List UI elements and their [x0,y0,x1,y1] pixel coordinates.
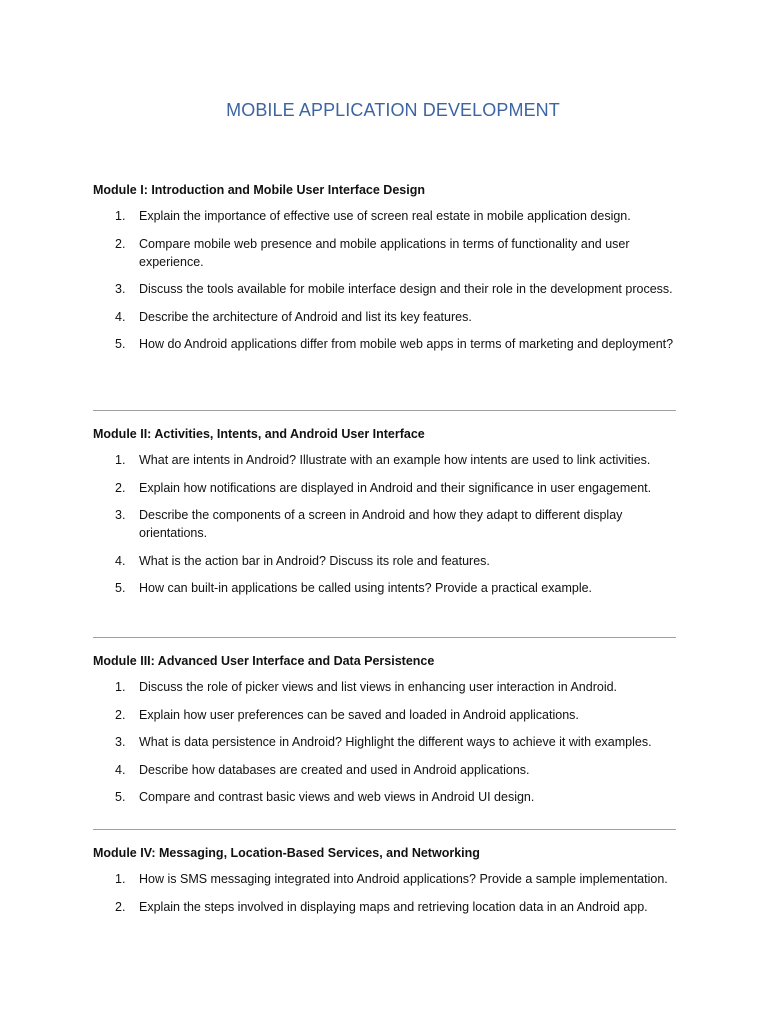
question-item [93,788,676,806]
question-text: Explain how user preferences can be saved and loaded in Android applications. [139,707,579,722]
section-divider [93,410,676,411]
question-text: Explain the importance of effective use of screen real estate in mobile application design. [139,209,631,223]
question-number: 2. [115,899,126,914]
question-item [93,207,676,225]
question-text: Explain how notifications are displayed in Android and their significance in user engagement. [139,480,652,495]
question-number: 1. [115,453,126,467]
question-number: 2. [115,707,126,722]
question-number: 5. [115,337,126,351]
question-item [93,552,676,570]
question-text: How do Android applications differ from mobile web apps in terms of marketing and deployment? [139,337,674,351]
question-text: What is the action bar in Android? Discuss its role and features. [139,553,490,568]
question-number: 1. [115,872,126,886]
module-3 [93,652,676,816]
question-number: 1. [115,209,126,223]
question-item [93,579,676,597]
question-number: 3. [115,282,126,296]
module-heading: Module IV: Messaging, Location-Based Services, and Networking [93,846,480,860]
question-number: 2. [115,236,126,251]
question-number: 3. [115,508,126,522]
question-text: Describe how databases are created and used in Android applications. [139,762,530,777]
question-text: Compare and contrast basic views and web views in Android UI design. [139,790,535,804]
question-number: 4. [115,762,126,777]
question-text: How can built-in applications be called using intents? Provide a practical example. [139,581,593,595]
section-divider [93,829,676,830]
question-item [93,761,676,779]
question-item [93,280,676,298]
question-text: Describe the architecture of Android and list its key features. [139,309,472,324]
question-item [93,898,676,916]
question-number: 3. [115,735,126,749]
question-text: What are intents in Android? Illustrate with an example how intents are used to link activities. [139,453,651,467]
question-text: What is data persistence in Android? Highlight the different ways to achieve it with examples. [139,735,652,749]
module-heading: Module I: Introduction and Mobile User Interface Design [93,183,425,197]
question-text: Describe the components of a screen in Android and how they adapt to different display orientations. [139,508,623,540]
module-4 [93,844,676,925]
question-number: 4. [115,553,126,568]
question-item [93,451,676,469]
question-item [93,870,676,888]
question-text: Discuss the tools available for mobile interface design and their role in the development process. [139,282,673,296]
question-item [93,678,676,696]
module-heading: Module II: Activities, Intents, and Android User Interface [93,427,425,441]
question-item [93,479,676,497]
question-list [93,678,676,806]
question-text: Compare mobile web presence and mobile applications in terms of functionality and user experience. [139,236,630,269]
question-text: Discuss the role of picker views and list views in enhancing user interaction in Android. [139,680,618,694]
question-number: 2. [115,480,126,495]
question-list [93,870,676,916]
question-item [93,335,676,353]
question-item [93,506,676,542]
question-text: Explain the steps involved in displaying maps and retrieving location data in an Android app. [139,899,648,914]
question-number: 1. [115,680,126,694]
page-title: MOBILE APPLICATION DEVELOPMENT [226,100,560,120]
question-text: How is SMS messaging integrated into Android applications? Provide a sample implementation. [139,872,668,886]
question-item [93,706,676,724]
question-list [93,451,676,597]
question-list [93,207,676,353]
module-heading: Module III: Advanced User Interface and Data Persistence [93,654,435,668]
section-divider [93,637,676,638]
question-number: 4. [115,309,126,324]
question-item [93,308,676,326]
question-number: 5. [115,790,126,804]
question-item [93,733,676,751]
module-1 [93,181,676,363]
question-number: 5. [115,581,126,595]
question-item [93,235,676,271]
module-2 [93,425,676,607]
